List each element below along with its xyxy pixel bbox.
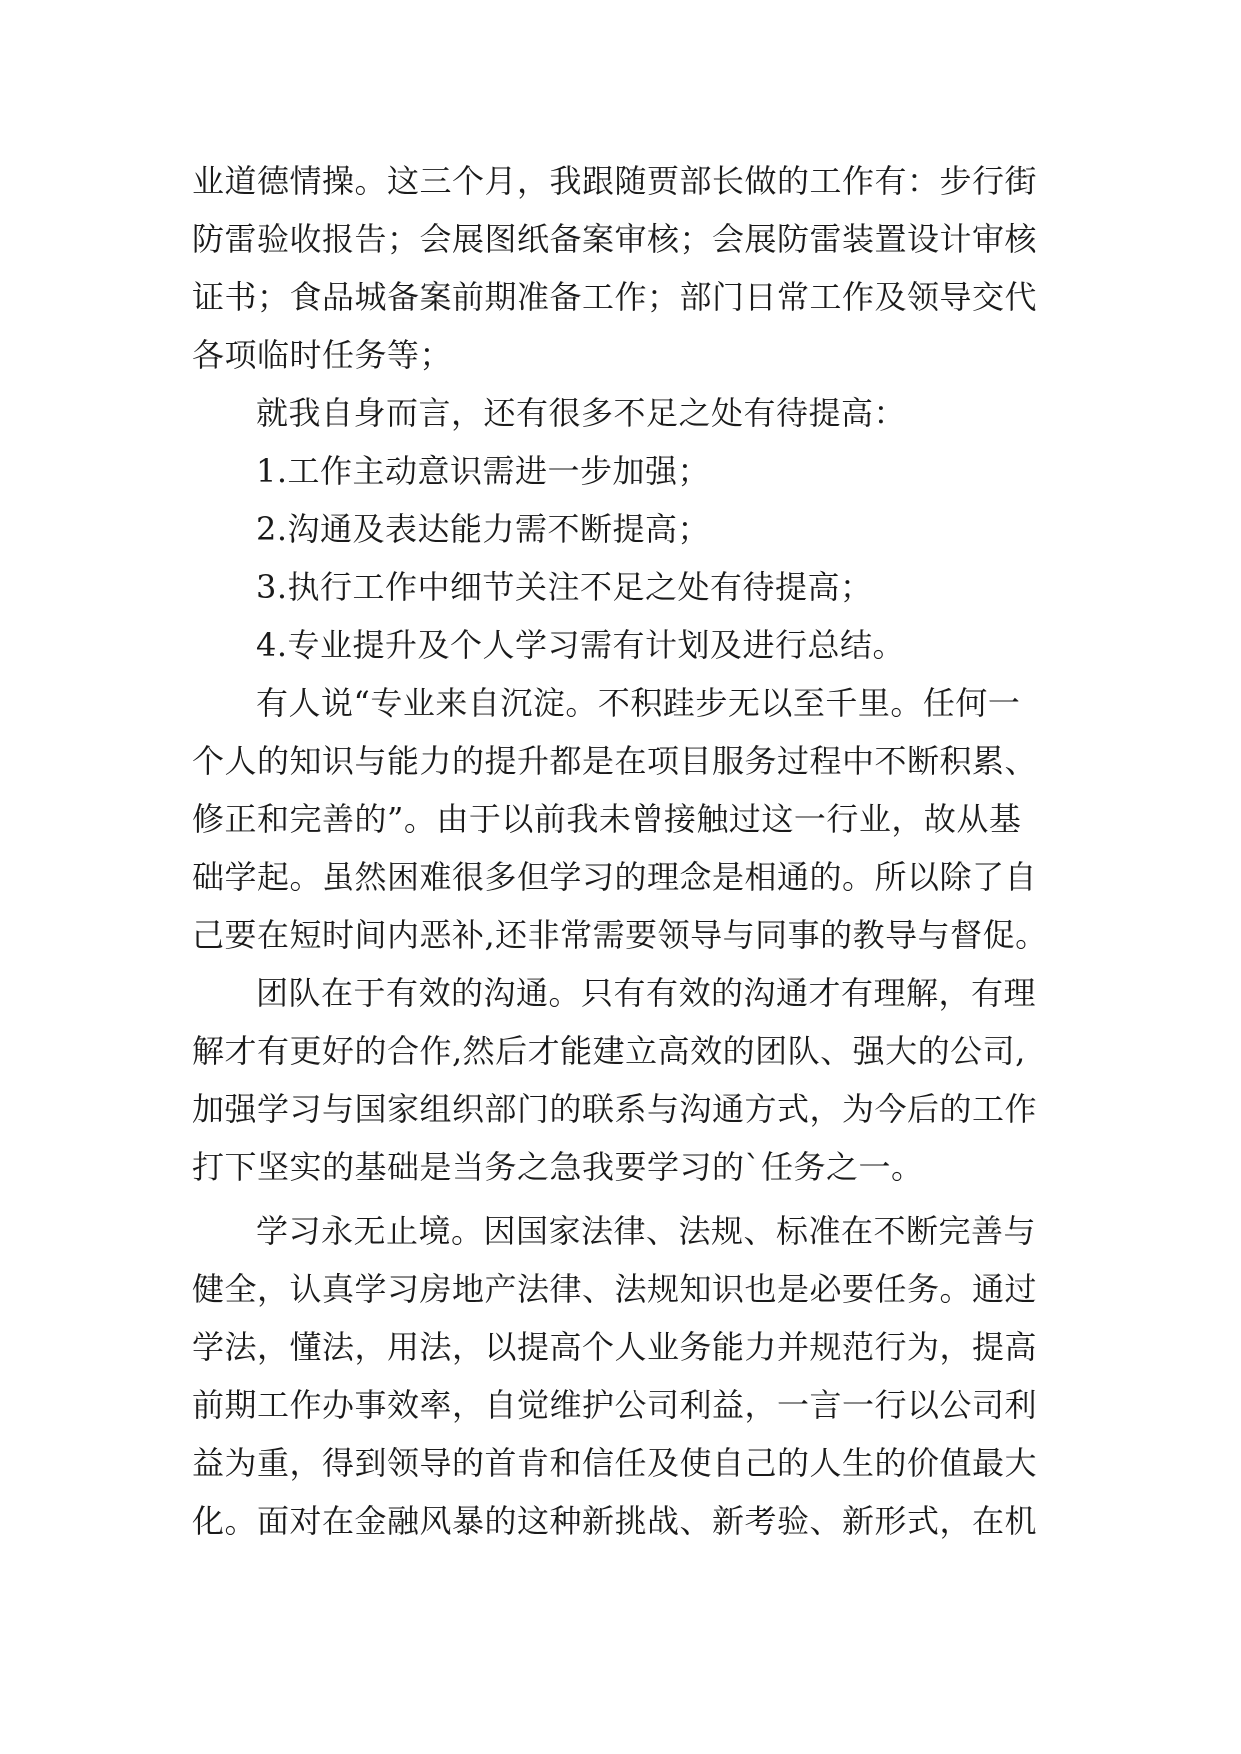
text-line: 修正和完善的”。由于以前我未曾接触过这一行业，故从基 <box>192 800 1022 838</box>
text-line: 前期工作办事效率，自觉维护公司利益，一言一行以公司利 <box>192 1386 1038 1424</box>
text-line: 健全，认真学习房地产法律、法规知识也是必要任务。通过 <box>192 1270 1038 1308</box>
text-line: 化。面对在金融风暴的这种新挑战、新考验、新形式，在机 <box>192 1502 1038 1540</box>
text-line: 证书；食品城备案前期准备工作；部门日常工作及领导交代 <box>192 278 1038 316</box>
text-line: 解才有更好的合作,然后才能建立高效的团队、强大的公司, <box>192 1032 1026 1070</box>
text-line: 个人的知识与能力的提升都是在项目服务过程中不断积累、 <box>192 742 1038 780</box>
text-line: 各项临时任务等； <box>192 336 453 374</box>
text-line: 防雷验收报告；会展图纸备案审核；会展防雷装置设计审核 <box>192 220 1038 258</box>
text-line: 加强学习与国家组织部门的联系与沟通方式，为今后的工作 <box>192 1090 1038 1128</box>
list-item: 3.执行工作中细节关注不足之处有待提高； <box>256 568 873 606</box>
text-line: 己要在短时间内恶补,还非常需要领导与同事的教导与督促。 <box>192 916 1048 954</box>
text-line: 益为重，得到领导的首肯和信任及使自己的人生的价值最大 <box>192 1444 1038 1482</box>
list-item: 1.工作主动意识需进一步加强； <box>256 452 711 490</box>
list-item: 4.专业提升及个人学习需有计划及进行总结。 <box>256 626 906 664</box>
text-line: 础学起。虽然困难很多但学习的理念是相通的。所以除了自 <box>192 858 1038 896</box>
list-item: 2.沟通及表达能力需不断提高； <box>256 510 711 548</box>
text-line: 学法，懂法，用法，以提高个人业务能力并规范行为，提高 <box>192 1328 1038 1366</box>
text-line: 打下坚实的基础是当务之急我要学习的`任务之一。 <box>192 1148 924 1186</box>
text-line: 团队在于有效的沟通。只有有效的沟通才有理解，有理 <box>256 974 1037 1012</box>
text-line: 学习永无止境。因国家法律、法规、标准在不断完善与 <box>256 1212 1037 1250</box>
text-line: 有人说“专业来自沉淀。不积跬步无以至千里。任何一 <box>256 684 1021 722</box>
text-line: 业道德情操。这三个月，我跟随贾部长做的工作有：步行街 <box>192 162 1038 200</box>
document-body <box>192 152 1072 1550</box>
text-line: 就我自身而言，还有很多不足之处有待提高： <box>256 394 907 432</box>
